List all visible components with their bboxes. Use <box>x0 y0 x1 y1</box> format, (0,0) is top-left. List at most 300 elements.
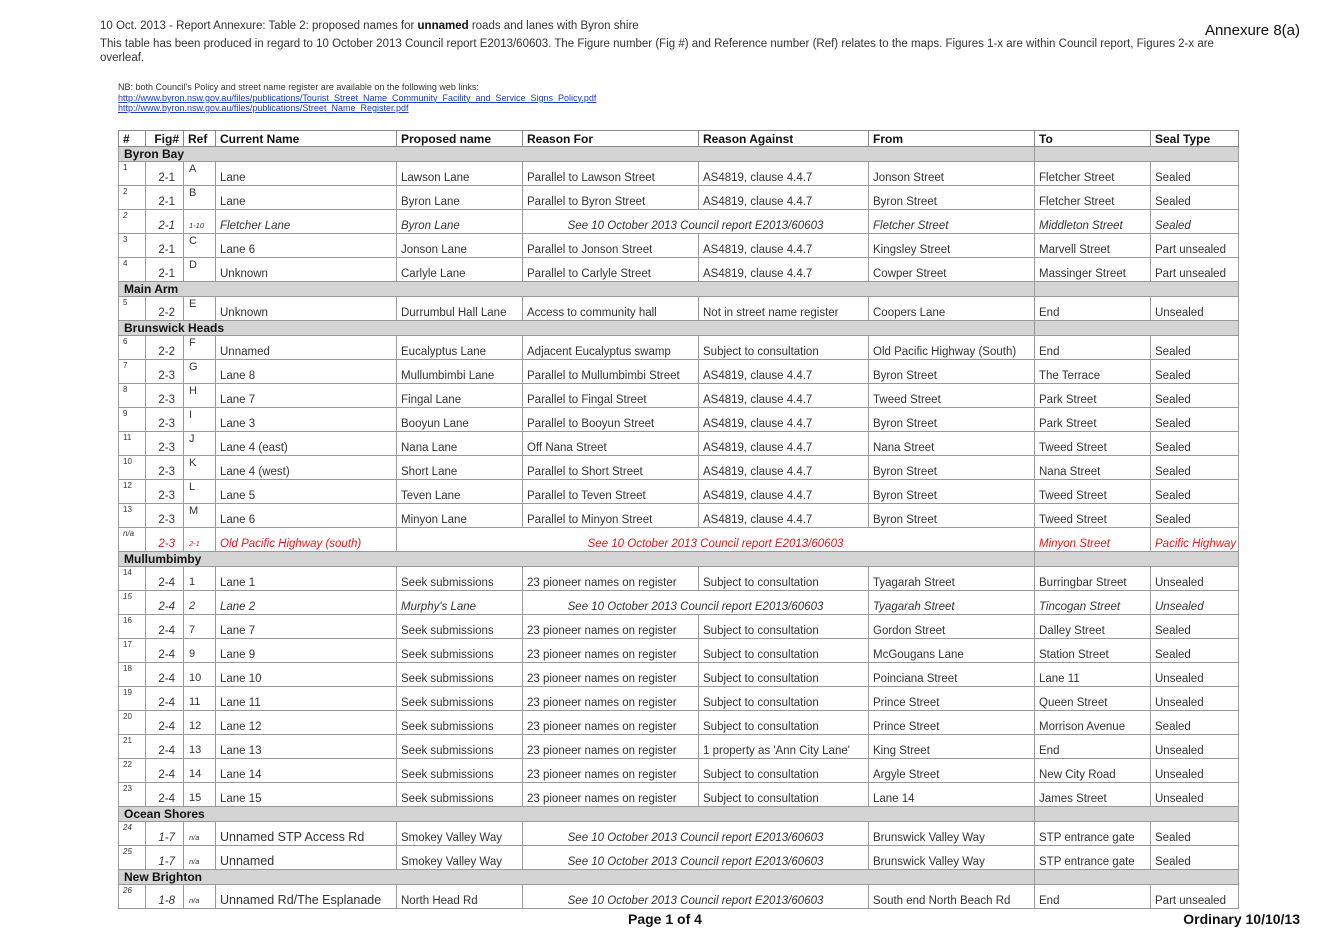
table-row <box>119 567 1239 591</box>
council-report-note: See 10 October 2013 Council report E2013/60603 <box>523 885 869 909</box>
row-number: 3 <box>123 235 128 244</box>
ref-value: 1-10 <box>189 221 205 230</box>
to-street: Morrison Avenue <box>1035 711 1151 735</box>
ref-value: 14 <box>189 768 202 780</box>
reason-for: Parallel to Mullumbimbi Street <box>523 360 699 384</box>
row-number: 13 <box>123 505 132 514</box>
ref-value: 12 <box>189 720 202 732</box>
reason-against: 1 property as 'Ann City Lane' <box>699 735 869 759</box>
row-number-cell <box>119 432 146 456</box>
ref-cell <box>184 846 216 870</box>
row-number: 23 <box>123 784 132 793</box>
current-name: Lane 9 <box>216 639 397 663</box>
reason-against: Subject to consultation <box>699 663 869 687</box>
fig-number: 2-4 <box>146 759 184 783</box>
row-number: 6 <box>123 337 128 346</box>
proposed-name: Byron Lane <box>397 186 523 210</box>
section-row <box>119 870 1239 885</box>
section-filler <box>1035 552 1239 567</box>
ref-cell <box>184 210 216 234</box>
from-street: Brunswick Valley Way <box>869 822 1035 846</box>
to-street: Massinger Street <box>1035 258 1151 282</box>
ref-value: M <box>189 505 199 517</box>
council-report-note: See 10 October 2013 Council report E2013/60603 <box>523 822 869 846</box>
reason-for: Adjacent Eucalyptus swamp <box>523 336 699 360</box>
row-number-cell <box>119 336 146 360</box>
ref-value: 2 <box>189 600 196 612</box>
row-number-cell <box>119 480 146 504</box>
reason-for: 23 pioneer names on register <box>523 639 699 663</box>
row-number-cell <box>119 639 146 663</box>
ref-cell <box>184 480 216 504</box>
to-street: Tweed Street <box>1035 432 1151 456</box>
table-row <box>119 456 1239 480</box>
ref-cell <box>184 528 216 552</box>
ref-cell <box>184 783 216 807</box>
reason-against: AS4819, clause 4.4.7 <box>699 162 869 186</box>
to-street: The Terrace <box>1035 360 1151 384</box>
ref-value: J <box>189 433 195 445</box>
proposed-name: Seek submissions <box>397 687 523 711</box>
fig-number: 2-1 <box>146 210 184 234</box>
proposed-name: Teven Lane <box>397 480 523 504</box>
ref-value: C <box>189 235 197 247</box>
proposed-name: Seek submissions <box>397 711 523 735</box>
seal-type: Part unsealed <box>1151 234 1239 258</box>
section-row <box>119 552 1239 567</box>
from-street: Kingsley Street <box>869 234 1035 258</box>
table-row <box>119 687 1239 711</box>
row-number: 7 <box>123 361 128 370</box>
row-number-cell <box>119 735 146 759</box>
current-name: Unnamed STP Access Rd <box>216 822 397 846</box>
ref-cell <box>184 822 216 846</box>
from-street: Byron Street <box>869 408 1035 432</box>
fig-number: 2-3 <box>146 360 184 384</box>
from-street: Minyon Street <box>1035 528 1151 552</box>
ref-cell <box>184 663 216 687</box>
seal-type: Sealed <box>1151 432 1239 456</box>
fig-number: 2-1 <box>146 162 184 186</box>
from-street: McGougans Lane <box>869 639 1035 663</box>
col-header: To <box>1035 131 1151 147</box>
reason-against: AS4819, clause 4.4.7 <box>699 234 869 258</box>
to-street: Nana Street <box>1035 456 1151 480</box>
fig-number: 1-8 <box>146 885 184 909</box>
to-street: Tweed Street <box>1035 504 1151 528</box>
from-street: Tyagarah Street <box>869 567 1035 591</box>
col-header: Reason Against <box>699 131 869 147</box>
table-row <box>119 297 1239 321</box>
row-number: 21 <box>123 736 132 745</box>
fig-number: 2-2 <box>146 336 184 360</box>
row-number-cell <box>119 615 146 639</box>
current-name: Lane 14 <box>216 759 397 783</box>
from-street: Lane 14 <box>869 783 1035 807</box>
section-row <box>119 147 1239 162</box>
seal-type: Sealed <box>1151 408 1239 432</box>
proposed-name: Seek submissions <box>397 759 523 783</box>
reason-against: Subject to consultation <box>699 783 869 807</box>
table-row <box>119 258 1239 282</box>
to-street: End <box>1035 885 1151 909</box>
section-name: Ocean Shores <box>119 807 1035 822</box>
proposed-name: Eucalyptus Lane <box>397 336 523 360</box>
table-row <box>119 384 1239 408</box>
from-street: Prince Street <box>869 711 1035 735</box>
reason-for: Parallel to Teven Street <box>523 480 699 504</box>
current-name: Unnamed Rd/The Esplanade <box>216 885 397 909</box>
table-row <box>119 885 1239 909</box>
proposed-name: Seek submissions <box>397 663 523 687</box>
table-row <box>119 783 1239 807</box>
row-number: 11 <box>123 433 132 442</box>
row-number-cell <box>119 360 146 384</box>
from-street: Nana Street <box>869 432 1035 456</box>
section-row <box>119 807 1239 822</box>
row-number: 17 <box>123 640 132 649</box>
to-street: Park Street <box>1035 384 1151 408</box>
current-name: Unnamed <box>216 846 397 870</box>
table-header-row <box>119 131 1239 147</box>
ref-cell <box>184 162 216 186</box>
from-street: Byron Street <box>869 360 1035 384</box>
ref-value: 7 <box>189 624 196 636</box>
proposed-name: Jonson Lane <box>397 234 523 258</box>
road-names-table <box>118 130 1239 909</box>
current-name: Unknown <box>216 258 397 282</box>
ref-value: I <box>189 409 193 421</box>
row-number-cell <box>119 711 146 735</box>
row-number: 22 <box>123 760 132 769</box>
ref-value: 15 <box>189 792 202 804</box>
ref-cell <box>184 408 216 432</box>
reason-for: 23 pioneer names on register <box>523 711 699 735</box>
reason-against: Subject to consultation <box>699 711 869 735</box>
row-number: 9 <box>123 409 128 418</box>
row-number-cell <box>119 234 146 258</box>
current-name: Lane 1 <box>216 567 397 591</box>
current-name: Lane 8 <box>216 360 397 384</box>
row-number: 26 <box>123 886 132 895</box>
report-title <box>100 20 639 32</box>
fig-number: 2-3 <box>146 384 184 408</box>
from-street: South end North Beach Rd <box>869 885 1035 909</box>
ref-cell <box>184 432 216 456</box>
current-name: Unknown <box>216 297 397 321</box>
col-header: Reason For <box>523 131 699 147</box>
fig-number: 2-2 <box>146 297 184 321</box>
table-row <box>119 234 1239 258</box>
to-street: Pacific Highway <box>1151 528 1239 552</box>
section-filler <box>1035 147 1239 162</box>
seal-type: Sealed <box>1151 336 1239 360</box>
ref-value: 10 <box>189 672 202 684</box>
seal-type: Part unsealed <box>1151 258 1239 282</box>
proposed-name: Byron Lane <box>397 210 523 234</box>
reason-against: AS4819, clause 4.4.7 <box>699 258 869 282</box>
row-number-cell <box>119 567 146 591</box>
reason-for: Parallel to Booyun Street <box>523 408 699 432</box>
ref-cell <box>184 735 216 759</box>
ref-value: K <box>189 457 197 469</box>
reason-against: Subject to consultation <box>699 615 869 639</box>
fig-number: 2-1 <box>146 186 184 210</box>
reason-for: Off Nana Street <box>523 432 699 456</box>
nb-text: NB: both Council's Policy and street name register are available on the following web links: <box>118 82 479 92</box>
current-name: Lane 12 <box>216 711 397 735</box>
from-street: Tyagarah Street <box>869 591 1035 615</box>
current-name: Lane 4 (west) <box>216 456 397 480</box>
ref-value: B <box>189 187 197 199</box>
from-street: Jonson Street <box>869 162 1035 186</box>
ref-cell <box>184 639 216 663</box>
reason-against: AS4819, clause 4.4.7 <box>699 360 869 384</box>
reason-against: AS4819, clause 4.4.7 <box>699 186 869 210</box>
seal-type: Sealed <box>1151 186 1239 210</box>
fig-number: 2-3 <box>146 528 184 552</box>
from-street: Prince Street <box>869 687 1035 711</box>
row-number: 5 <box>123 298 128 307</box>
section-filler <box>1035 321 1239 336</box>
council-report-note: See 10 October 2013 Council report E2013/60603 <box>397 528 1035 552</box>
row-number-cell <box>119 846 146 870</box>
proposed-name: Short Lane <box>397 456 523 480</box>
row-number: 10 <box>123 457 132 466</box>
to-street: Burringbar Street <box>1035 567 1151 591</box>
from-street: Byron Street <box>869 480 1035 504</box>
to-street: STP entrance gate <box>1035 846 1151 870</box>
table-row <box>119 360 1239 384</box>
to-street: Lane 11 <box>1035 663 1151 687</box>
ref-value: 1 <box>189 576 196 588</box>
row-number: 16 <box>123 616 132 625</box>
current-name: Lane 3 <box>216 408 397 432</box>
to-street: Fletcher Street <box>1035 162 1151 186</box>
table-row <box>119 711 1239 735</box>
ref-cell <box>184 186 216 210</box>
ref-cell <box>184 297 216 321</box>
ref-cell <box>184 456 216 480</box>
from-street: Poinciana Street <box>869 663 1035 687</box>
to-street: Marvell Street <box>1035 234 1151 258</box>
row-number-cell <box>119 504 146 528</box>
col-header: # <box>119 131 146 147</box>
proposed-name: Nana Lane <box>397 432 523 456</box>
ref-value: n/a <box>189 833 200 842</box>
ref-cell <box>184 885 216 909</box>
row-number-cell <box>119 822 146 846</box>
to-street: STP entrance gate <box>1035 822 1151 846</box>
fig-number: 2-3 <box>146 480 184 504</box>
seal-type: Sealed <box>1151 639 1239 663</box>
reason-for: Parallel to Short Street <box>523 456 699 480</box>
ref-value: n/a <box>189 896 200 905</box>
fig-number: 2-3 <box>146 504 184 528</box>
ref-value: G <box>189 361 198 373</box>
col-header: From <box>869 131 1035 147</box>
council-report-note: See 10 October 2013 Council report E2013/60603 <box>523 210 869 234</box>
fig-number: 1-7 <box>146 822 184 846</box>
ref-value: 2-1 <box>189 539 200 548</box>
reason-against: AS4819, clause 4.4.7 <box>699 432 869 456</box>
ref-value: F <box>189 337 196 349</box>
table-row <box>119 408 1239 432</box>
row-number: 24 <box>123 823 132 832</box>
reason-for: 23 pioneer names on register <box>523 735 699 759</box>
ref-value: A <box>189 163 197 175</box>
table-row <box>119 210 1239 234</box>
seal-type: Unsealed <box>1151 663 1239 687</box>
row-number: n/a <box>123 529 135 538</box>
current-name: Lane 7 <box>216 384 397 408</box>
current-name: Lane 2 <box>216 591 397 615</box>
reason-for: Parallel to Byron Street <box>523 186 699 210</box>
row-number: 4 <box>123 259 128 268</box>
to-street: Park Street <box>1035 408 1151 432</box>
council-report-note: See 10 October 2013 Council report E2013/60603 <box>523 591 869 615</box>
proposed-name: Durrumbul Hall Lane <box>397 297 523 321</box>
ref-value: H <box>189 385 197 397</box>
reason-for: 23 pioneer names on register <box>523 783 699 807</box>
table-row <box>119 663 1239 687</box>
proposed-name: Seek submissions <box>397 639 523 663</box>
proposed-name: Smokey Valley Way <box>397 846 523 870</box>
seal-type: Sealed <box>1151 360 1239 384</box>
reason-for: Parallel to Fingal Street <box>523 384 699 408</box>
table-row <box>119 186 1239 210</box>
table-row <box>119 336 1239 360</box>
row-number: 1 <box>123 163 128 172</box>
col-header: Seal Type <box>1151 131 1239 147</box>
row-number: 2 <box>123 211 128 220</box>
ref-cell <box>184 360 216 384</box>
reason-for: Parallel to Jonson Street <box>523 234 699 258</box>
reason-against: AS4819, clause 4.4.7 <box>699 504 869 528</box>
fig-number: 1-7 <box>146 846 184 870</box>
current-name: Lane <box>216 186 397 210</box>
table-row <box>119 504 1239 528</box>
to-street: Tweed Street <box>1035 480 1151 504</box>
row-number-cell <box>119 210 146 234</box>
ref-cell <box>184 711 216 735</box>
ref-cell <box>184 258 216 282</box>
ref-value: 13 <box>189 744 202 756</box>
current-name: Lane 11 <box>216 687 397 711</box>
table-row <box>119 639 1239 663</box>
row-number-cell <box>119 663 146 687</box>
section-name: New Brighton <box>119 870 1035 885</box>
seal-type: Sealed <box>1151 384 1239 408</box>
row-number: 14 <box>123 568 132 577</box>
table-row <box>119 846 1239 870</box>
ref-cell <box>184 504 216 528</box>
seal-type: Unsealed <box>1151 759 1239 783</box>
ref-value: D <box>189 259 197 271</box>
col-header: Current Name <box>216 131 397 147</box>
current-name: Lane 5 <box>216 480 397 504</box>
reason-for: Access to community hall <box>523 297 699 321</box>
reason-against: Subject to consultation <box>699 759 869 783</box>
proposed-name: Fingal Lane <box>397 384 523 408</box>
council-report-note: See 10 October 2013 Council report E2013/60603 <box>523 846 869 870</box>
policy-link[interactable]: http://www.byron.nsw.gov.au/files/publications/Tourist_Street_Name_Community_Facility_and_Service_Signs_Policy.pdf <box>118 92 597 103</box>
proposed-name: Booyun Lane <box>397 408 523 432</box>
seal-type: Sealed <box>1151 711 1239 735</box>
reason-for: 23 pioneer names on register <box>523 615 699 639</box>
table-row <box>119 615 1239 639</box>
row-number-cell <box>119 528 146 552</box>
ref-value: L <box>189 481 196 493</box>
ref-value: 11 <box>189 696 201 708</box>
from-street: Tweed Street <box>869 384 1035 408</box>
to-street: Dalley Street <box>1035 615 1151 639</box>
row-number-cell <box>119 258 146 282</box>
from-street: Coopers Lane <box>869 297 1035 321</box>
row-number: 20 <box>123 712 132 721</box>
to-street: New City Road <box>1035 759 1151 783</box>
table-body <box>119 147 1239 909</box>
to-street: Fletcher Street <box>1035 186 1151 210</box>
row-number-cell <box>119 759 146 783</box>
current-name: Unnamed <box>216 336 397 360</box>
to-street: Queen Street <box>1035 687 1151 711</box>
reason-against: Not in street name register <box>699 297 869 321</box>
ref-cell <box>184 687 216 711</box>
meeting-date: Ordinary 10/10/13 <box>1183 911 1300 927</box>
table-row <box>119 759 1239 783</box>
fig-number: 2-4 <box>146 639 184 663</box>
proposed-name: Seek submissions <box>397 735 523 759</box>
seal-type: Sealed <box>1151 615 1239 639</box>
reason-against: Subject to consultation <box>699 567 869 591</box>
from-street: Byron Street <box>869 456 1035 480</box>
from-street: Brunswick Valley Way <box>869 846 1035 870</box>
row-number: 19 <box>123 688 132 697</box>
current-name: Lane 13 <box>216 735 397 759</box>
fig-number: 2-4 <box>146 591 184 615</box>
current-name: Lane 6 <box>216 504 397 528</box>
row-number-cell <box>119 162 146 186</box>
row-number-cell <box>119 456 146 480</box>
from-street: Cowper Street <box>869 258 1035 282</box>
table-row <box>119 528 1239 552</box>
section-name: Main Arm <box>119 282 1035 297</box>
from-street: Byron Street <box>869 186 1035 210</box>
row-number-cell <box>119 783 146 807</box>
reason-against: Subject to consultation <box>699 687 869 711</box>
seal-type: Sealed <box>1151 456 1239 480</box>
current-name: Lane 10 <box>216 663 397 687</box>
proposed-name: Smokey Valley Way <box>397 822 523 846</box>
register-link[interactable]: http://www.byron.nsw.gov.au/files/publications/Street_Name_Register.pdf <box>118 103 409 113</box>
proposed-name: Minyon Lane <box>397 504 523 528</box>
col-header: Ref <box>184 131 216 147</box>
reason-for: Parallel to Minyon Street <box>523 504 699 528</box>
current-name: Lane 15 <box>216 783 397 807</box>
seal-type: Sealed <box>1151 822 1239 846</box>
to-street: James Street <box>1035 783 1151 807</box>
nb-note <box>118 82 596 114</box>
fig-number: 2-3 <box>146 408 184 432</box>
title-bold: unnamed <box>417 20 469 32</box>
seal-type: Unsealed <box>1151 297 1239 321</box>
seal-type: Sealed <box>1151 480 1239 504</box>
fig-number: 2-1 <box>146 234 184 258</box>
reason-against: Subject to consultation <box>699 639 869 663</box>
to-street: Tincogan Street <box>1035 591 1151 615</box>
to-street: End <box>1035 735 1151 759</box>
